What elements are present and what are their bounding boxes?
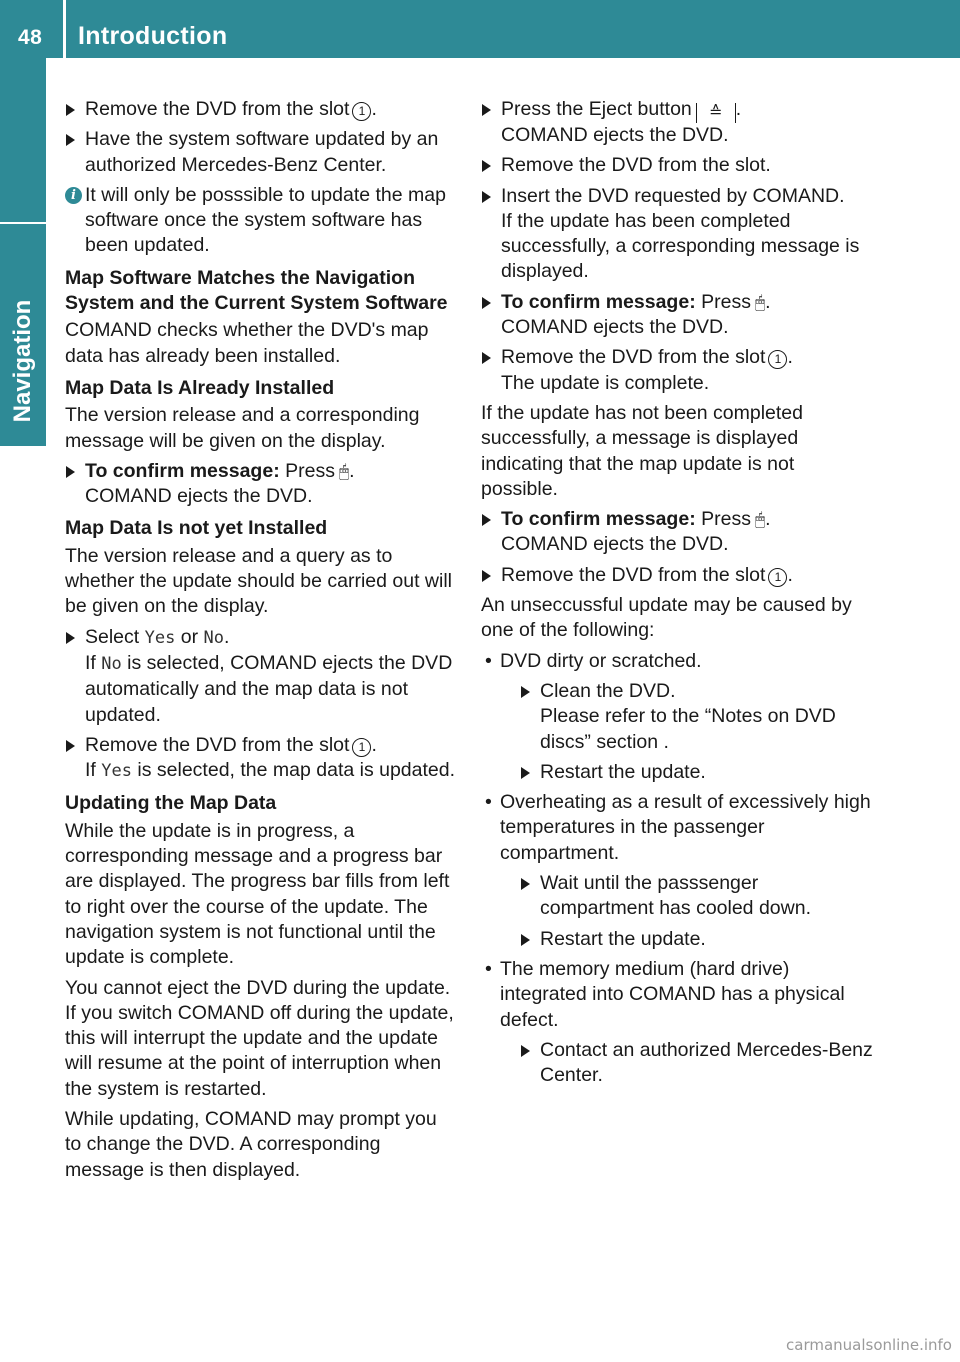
- info-note: [65, 183, 457, 259]
- press-controller-icon: 🖱: [754, 510, 766, 530]
- step-text: Remove the DVD from the slot: [501, 346, 766, 369]
- step-text: Press: [701, 290, 751, 313]
- step-text: Remove the DVD from the slot: [501, 563, 766, 586]
- period: .: [735, 98, 742, 120]
- period: .: [371, 98, 377, 120]
- step-result: Please refer to the “Notes on DVD discs” section .: [540, 705, 836, 753]
- step-result: The update is complete.: [501, 371, 710, 394]
- step-text: Remove the DVD from the slot: [85, 733, 350, 756]
- step: Contact an authorized Mercedes-Benz Center.: [520, 1038, 876, 1089]
- step: [481, 563, 876, 588]
- period: .: [349, 459, 355, 482]
- info-icon: i: [65, 187, 82, 204]
- step-text: Press the Eject button: [501, 98, 692, 120]
- step-text: Press: [701, 508, 751, 531]
- step: [481, 507, 876, 558]
- bullet-dot: •: [485, 957, 492, 980]
- step-text: If: [85, 759, 96, 782]
- step-result: COMAND ejects the DVD.: [501, 533, 729, 556]
- step-text: is selected, COMAND ejects the DVD automatically and the map data is not updated.: [85, 651, 453, 726]
- step: Remove the DVD from the slot.: [481, 153, 876, 178]
- period: .: [765, 290, 771, 313]
- step-label: To confirm message:: [501, 508, 696, 531]
- step-label: To confirm message:: [85, 459, 280, 482]
- bullet-item: [481, 790, 876, 866]
- step: [481, 345, 876, 396]
- step-result: COMAND ejects the DVD.: [501, 316, 729, 339]
- slot-number-icon: 1: [768, 350, 787, 369]
- step: [65, 733, 457, 785]
- period: .: [765, 508, 771, 531]
- paragraph: If the update has not been completed successfully, a message is displayed indicating that the map update is not possible.: [481, 401, 803, 500]
- side-strip-bottom: [0, 224, 46, 276]
- period: .: [224, 625, 230, 648]
- side-strip-top: [0, 58, 46, 224]
- paragraph: While the update is in progress, a corresponding message and a progress bar are displayed. The progress bar fills from left to right over the course of the update. The navigation system is not functional until the update is complete.: [65, 819, 450, 969]
- watermark: carmanualsonline.info: [786, 1336, 952, 1354]
- period: .: [371, 733, 377, 756]
- menu-option-yes: Yes: [101, 761, 132, 782]
- side-tab-label: Navigation: [9, 299, 36, 423]
- bullet-item: [481, 957, 876, 1033]
- step: Restart the update.: [520, 927, 876, 952]
- paragraph: While updating, COMAND may prompt you to change the DVD. A corresponding message is then displayed.: [65, 1107, 437, 1181]
- page-number: 48: [18, 26, 43, 49]
- bullet-text: Overheating as a result of excessively high temperatures in the passenger compartment.: [500, 791, 871, 864]
- heading: Map Data Is not yet Installed: [65, 517, 328, 540]
- bullet-dot: •: [485, 649, 492, 672]
- heading: Map Software Matches the Navigation System and the Current System Software: [65, 266, 448, 315]
- eject-icon: ≙: [696, 103, 736, 123]
- heading: Updating the Map Data: [65, 792, 277, 815]
- step-text: Press: [285, 459, 335, 482]
- paragraph: The version release and a query as to whether the update should be carried out will be given on the display.: [65, 544, 452, 618]
- heading: Map Data Is Already Installed: [65, 376, 335, 399]
- menu-option-no: No: [101, 653, 122, 674]
- slot-number-icon: 1: [352, 102, 371, 121]
- step: [520, 679, 876, 755]
- step-result: If the update has been completed successfully, a corresponding message is displayed.: [501, 209, 860, 283]
- header-divider: [63, 0, 66, 58]
- step: [481, 290, 876, 341]
- bullet-dot: •: [485, 791, 492, 814]
- step-text: Select: [85, 625, 140, 648]
- step-text: is selected, the map data is updated.: [137, 759, 456, 782]
- step-text: Clean the DVD.: [540, 679, 676, 702]
- step-result: COMAND ejects the DVD.: [501, 124, 729, 146]
- step: [65, 459, 457, 510]
- step-text: If: [85, 651, 96, 674]
- step-text: Remove the DVD from the slot: [85, 98, 350, 120]
- info-text: It will only be posssible to update the map software once the system software has been updated.: [85, 183, 446, 257]
- step-label: To confirm message:: [501, 290, 696, 313]
- paragraph: You cannot eject the DVD during the update. If you switch COMAND off during the update, this will interrupt the update and the update will resume at the point of interruption when the system is restarted.: [65, 976, 454, 1100]
- step-text: or: [180, 625, 199, 648]
- step-text: Insert the DVD requested by COMAND.: [501, 184, 845, 207]
- step: [481, 184, 876, 285]
- slot-number-icon: 1: [768, 568, 787, 587]
- press-controller-icon: 🖱: [754, 292, 766, 312]
- slot-number-icon: 1: [352, 738, 371, 757]
- step: [65, 625, 457, 728]
- press-controller-icon: 🖱: [338, 461, 350, 481]
- bullet-text: The memory medium (hard drive) integrated into COMAND has a physical defect.: [500, 957, 845, 1031]
- menu-option-no: No: [203, 627, 225, 648]
- step: [481, 97, 876, 148]
- bullet-text: DVD dirty or scratched.: [500, 649, 702, 672]
- step: Wait until the passsenger compartment has cooled down.: [520, 871, 876, 922]
- period: .: [787, 346, 793, 369]
- paragraph: The version release and a corresponding message will be given on the display.: [65, 404, 420, 452]
- menu-option-yes: Yes: [144, 627, 176, 648]
- section-title: Introduction: [78, 22, 228, 50]
- left-column: [65, 97, 457, 1188]
- right-column: [481, 97, 876, 1093]
- paragraph: An unseccussful update may be caused by one of the following:: [481, 594, 852, 642]
- step: Restart the update.: [520, 760, 876, 785]
- bullet-item: [481, 649, 876, 674]
- paragraph: COMAND checks whether the DVD's map data has already been installed.: [65, 319, 429, 367]
- period: .: [787, 563, 793, 586]
- step: Have the system software updated by an authorized Mercedes-Benz Center.: [65, 127, 457, 178]
- step-result: COMAND ejects the DVD.: [85, 485, 313, 508]
- step: [65, 97, 457, 122]
